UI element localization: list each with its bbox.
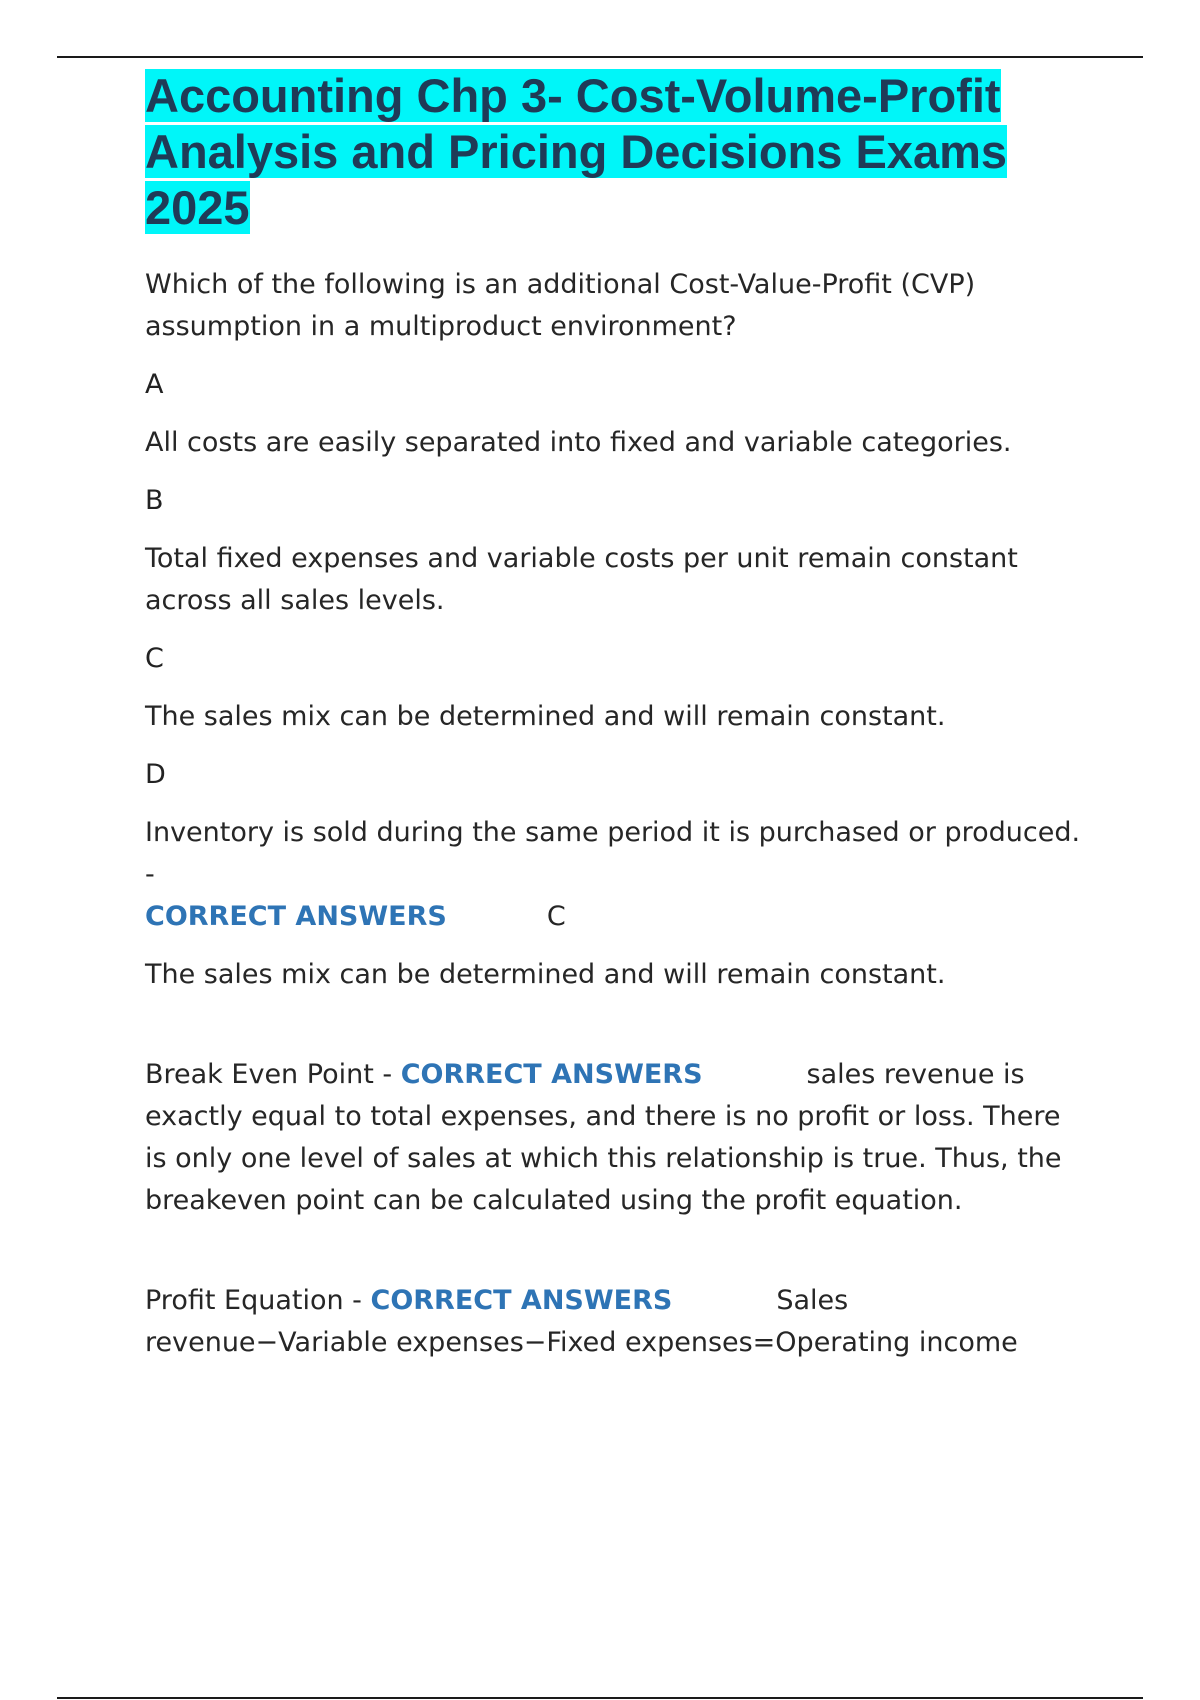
break-even-term: Break Even Point -	[145, 1059, 401, 1090]
footer-rule	[57, 1697, 1143, 1699]
profit-equation-entry	[145, 1280, 1090, 1364]
correct-answers-label: CORRECT ANSWERS	[400, 1059, 703, 1090]
option-d-text: Inventory is sold during the same period it is purchased or produced. -	[145, 817, 1081, 890]
option-d-block	[145, 812, 1090, 938]
answer-text: The sales mix can be determined and will remain constant.	[145, 959, 946, 990]
option-c-text: The sales mix can be determined and will remain constant.	[145, 701, 946, 732]
option-b-text: Total fixed expenses and variable costs per unit remain constant across all sales levels.	[145, 543, 1018, 616]
break-even-entry	[145, 1054, 1090, 1222]
profit-equation-term: Profit Equation -	[145, 1285, 371, 1316]
header-rule	[57, 56, 1143, 58]
document-body	[145, 68, 1090, 1380]
question-prompt: Which of the following is an additional Cost-Value-Profit (CVP) assumption in a multiproduct environment?	[145, 269, 976, 342]
title-line-2: Analysis and Pricing Decisions Exams	[145, 125, 1008, 178]
option-c-letter: C	[145, 643, 164, 674]
break-even-definition: sales revenue is exactly equal to total expenses, and there is no profit or loss. There is only one level of sales at which this relationship is true. Thus, the breakeven point can be calculated using the profit equation.	[145, 1059, 1062, 1216]
correct-answers-label: CORRECT ANSWERS	[370, 1285, 673, 1316]
profit-equation-definition: Sales revenue−Variable expenses−Fixed expenses=Operating income	[145, 1285, 1018, 1358]
document-title	[145, 68, 1090, 236]
option-b-letter: B	[145, 485, 164, 516]
option-a-letter: A	[145, 369, 164, 400]
answer-letter: C	[546, 901, 566, 932]
title-line-3: 2025	[145, 181, 250, 234]
correct-answers-label: CORRECT ANSWERS	[145, 901, 447, 932]
option-d-letter: D	[145, 759, 166, 790]
option-a-text: All costs are easily separated into fixed and variable categories.	[145, 427, 1012, 458]
title-line-1: Accounting Chp 3- Cost-Volume-Profit	[145, 69, 1001, 122]
